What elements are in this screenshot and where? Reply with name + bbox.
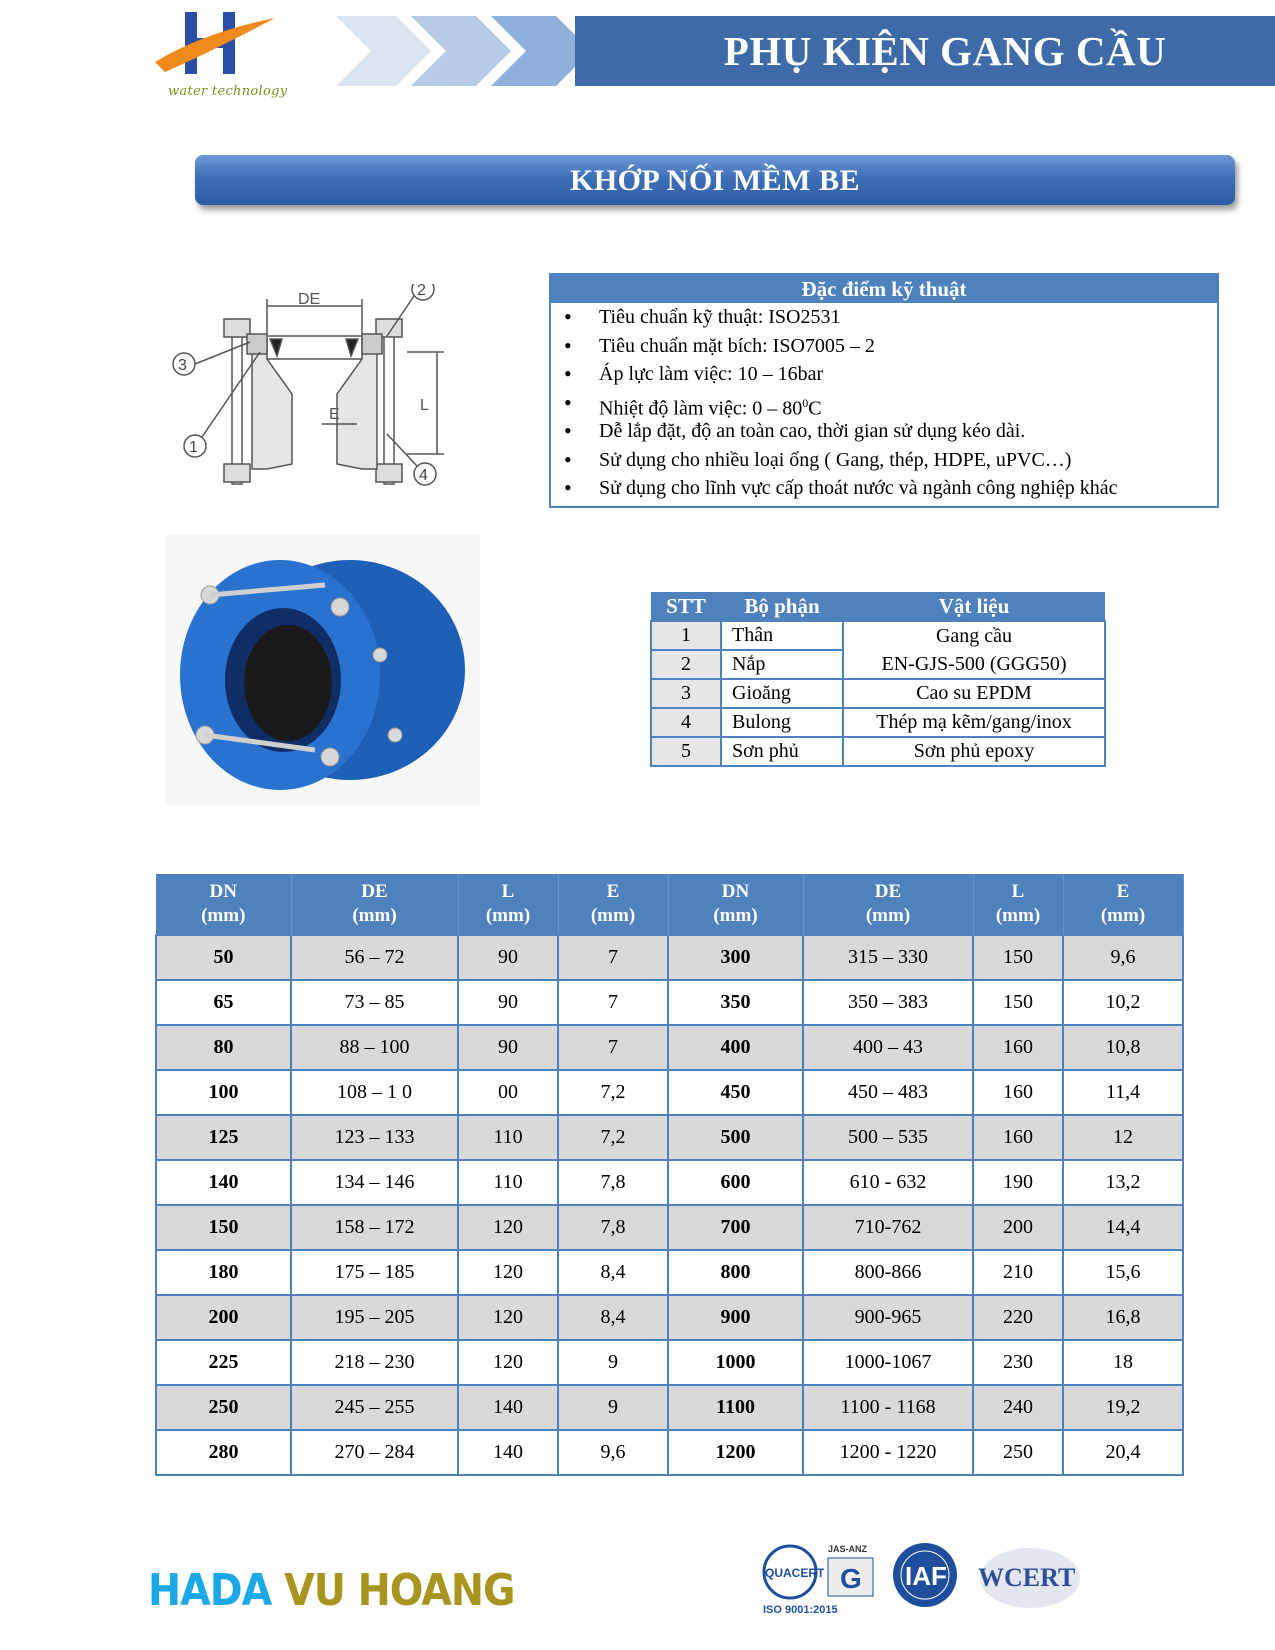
table-cell: 10,8 xyxy=(1063,1025,1183,1070)
table-cell: 250 xyxy=(156,1385,291,1430)
table-cell: 160 xyxy=(973,1070,1063,1115)
table-cell: 11,4 xyxy=(1063,1070,1183,1115)
table-cell: 175 – 185 xyxy=(291,1250,458,1295)
table-cell: 8,4 xyxy=(558,1295,668,1340)
table-cell: 140 xyxy=(458,1430,558,1475)
callout-4: 4 xyxy=(419,467,428,484)
specs-heading: Đặc điểm kỹ thuật xyxy=(551,275,1217,303)
table-cell: 7 xyxy=(558,1025,668,1070)
table-cell: 00 xyxy=(458,1070,558,1115)
title-band xyxy=(575,16,1275,86)
table-cell: 900-965 xyxy=(803,1295,973,1340)
table-cell: 1100 - 1168 xyxy=(803,1385,973,1430)
col-header-part: Bộ phận xyxy=(721,592,843,621)
table-cell: 9 xyxy=(558,1385,668,1430)
table-cell: 250 xyxy=(973,1430,1063,1475)
table-cell: 900 xyxy=(668,1295,803,1340)
table-row: 1 Thân Gang cầu xyxy=(651,621,1105,650)
product-title: KHỚP NỐI MỀM BE xyxy=(569,164,860,197)
page-title: PHỤ KIỆN GANG CẦU xyxy=(723,28,1167,74)
table-cell: 12 xyxy=(1063,1115,1183,1160)
spec-item: • Sử dụng cho lĩnh vực cấp thoát nước và ngành công nghiệp khác xyxy=(551,474,1217,503)
table-cell: 13,2 xyxy=(1063,1160,1183,1205)
table-cell: 280 xyxy=(156,1430,291,1475)
table-cell: 120 xyxy=(458,1295,558,1340)
table-cell: 90 xyxy=(458,1025,558,1070)
table-cell: 9,6 xyxy=(558,1430,668,1475)
brand-part-1: HADA xyxy=(148,1565,272,1616)
temp-superscript: 0 xyxy=(802,395,809,410)
svg-text:JAS-ANZ: JAS-ANZ xyxy=(828,1544,868,1554)
table-row xyxy=(156,1340,1183,1385)
table-cell: 73 – 85 xyxy=(291,980,458,1025)
table-cell: 100 xyxy=(156,1070,291,1115)
table-cell: 1000 xyxy=(668,1340,803,1385)
col-header-l-left: L (mm) xyxy=(458,874,558,935)
spec-item: • Nhiệt độ làm việc: $0 - 80^0C$ xyxy=(551,389,1217,418)
table-cell: 1000-1067 xyxy=(803,1340,973,1385)
table-cell: 15,6 xyxy=(1063,1250,1183,1295)
table-row xyxy=(156,1205,1183,1250)
quacert-logo xyxy=(763,1546,838,1616)
table-cell: 150 xyxy=(973,935,1063,980)
table-cell: 500 xyxy=(668,1115,803,1160)
specs-box xyxy=(549,273,1219,508)
table-cell: 80 xyxy=(156,1025,291,1070)
table-row: 5 Sơn phủ Sơn phủ epoxy xyxy=(651,737,1105,766)
materials-table xyxy=(650,592,1106,767)
spec-item: • Dễ lắp đặt, độ an toàn cao, thời gian sử dụng kéo dài. xyxy=(551,417,1217,446)
table-cell: 7,8 xyxy=(558,1205,668,1250)
table-cell: 1200 - 1220 xyxy=(803,1430,973,1475)
table-cell: 7,2 xyxy=(558,1115,668,1160)
table-cell: 120 xyxy=(458,1205,558,1250)
logo-tagline: water technology xyxy=(168,84,288,99)
table-cell: 150 xyxy=(973,980,1063,1025)
table-cell: 220 xyxy=(973,1295,1063,1340)
col-header-dn-right: DN (mm) xyxy=(668,874,803,935)
table-cell: 140 xyxy=(156,1160,291,1205)
table-row xyxy=(156,1115,1183,1160)
svg-text:WCERT: WCERT xyxy=(978,1563,1076,1592)
table-row xyxy=(156,1430,1183,1475)
table-cell: 160 xyxy=(973,1025,1063,1070)
table-cell: 16,8 xyxy=(1063,1295,1183,1340)
dimensions-table xyxy=(155,874,1184,1476)
table-cell: 1100 xyxy=(668,1385,803,1430)
table-cell: 125 xyxy=(156,1115,291,1160)
table-cell: 7 xyxy=(558,980,668,1025)
svg-text:ISO 9001:2015: ISO 9001:2015 xyxy=(763,1604,838,1616)
iaf-logo xyxy=(893,1543,957,1607)
brand-part-2: VU HOANG xyxy=(284,1565,515,1616)
col-header-dn-left: DN (mm) xyxy=(156,874,291,935)
callout-1: 1 xyxy=(189,439,198,456)
table-cell: 120 xyxy=(458,1340,558,1385)
e-label: E xyxy=(329,406,340,423)
table-cell: 400 – 43 xyxy=(803,1025,973,1070)
header-chevrons xyxy=(336,16,606,86)
product-photo xyxy=(165,535,480,805)
table-cell: 450 – 483 xyxy=(803,1070,973,1115)
table-cell: 134 – 146 xyxy=(291,1160,458,1205)
table-row xyxy=(156,1025,1183,1070)
spec-item: • Tiêu chuẩn mặt bích: ISO7005 – 2 xyxy=(551,332,1217,361)
table-cell: 19,2 xyxy=(1063,1385,1183,1430)
table-cell: 56 – 72 xyxy=(291,935,458,980)
table-row: 4 Bulong Thép mạ kẽm/gang/inox xyxy=(651,708,1105,737)
table-cell: 65 xyxy=(156,980,291,1025)
table-cell: 225 xyxy=(156,1340,291,1385)
table-cell: 190 xyxy=(973,1160,1063,1205)
table-cell: 160 xyxy=(973,1115,1063,1160)
table-cell: 400 xyxy=(668,1025,803,1070)
table-cell: 110 xyxy=(458,1160,558,1205)
table-cell: 350 xyxy=(668,980,803,1025)
table-cell: 90 xyxy=(458,935,558,980)
table-cell: 300 xyxy=(668,935,803,980)
table-cell: 218 – 230 xyxy=(291,1340,458,1385)
table-cell: 150 xyxy=(156,1205,291,1250)
spec-item: • Áp lực làm việc: 10 – 16bar xyxy=(551,360,1217,389)
table-cell: 7 xyxy=(558,935,668,980)
table-cell: 1200 xyxy=(668,1430,803,1475)
table-row xyxy=(156,1250,1183,1295)
table-cell: 7,2 xyxy=(558,1070,668,1115)
table-row xyxy=(156,1070,1183,1115)
table-cell: 158 – 172 xyxy=(291,1205,458,1250)
table-cell: 200 xyxy=(156,1295,291,1340)
de-label: DE xyxy=(298,291,321,308)
wcert-logo xyxy=(978,1548,1080,1608)
table-cell: 8,4 xyxy=(558,1250,668,1295)
table-row xyxy=(156,1295,1183,1340)
spec-item: • Tiêu chuẩn kỹ thuật: ISO2531 xyxy=(551,303,1217,332)
dimensions-header-row xyxy=(156,874,1183,935)
col-header-e-left: E (mm) xyxy=(558,874,668,935)
col-header-de-left: DE (mm) xyxy=(291,874,458,935)
table-cell: 270 – 284 xyxy=(291,1430,458,1475)
table-cell: 710-762 xyxy=(803,1205,973,1250)
certification-logos xyxy=(760,1540,1100,1620)
table-row xyxy=(156,1160,1183,1205)
table-cell: 9 xyxy=(558,1340,668,1385)
table-cell: 240 xyxy=(973,1385,1063,1430)
table-cell: 14,4 xyxy=(1063,1205,1183,1250)
table-cell: 800 xyxy=(668,1250,803,1295)
table-cell: 110 xyxy=(458,1115,558,1160)
col-header-material: Vật liệu xyxy=(843,592,1105,621)
table-cell: 350 – 383 xyxy=(803,980,973,1025)
svg-text:QUACERT: QUACERT xyxy=(765,1566,825,1580)
l-label: L xyxy=(420,397,429,414)
table-cell: 600 xyxy=(668,1160,803,1205)
table-cell: 610 - 632 xyxy=(803,1160,973,1205)
brand-name xyxy=(148,1565,514,1616)
callout-3: 3 xyxy=(178,357,187,374)
table-cell: 50 xyxy=(156,935,291,980)
col-header-de-right: DE (mm) xyxy=(803,874,973,935)
table-cell: 800-866 xyxy=(803,1250,973,1295)
table-cell: 210 xyxy=(973,1250,1063,1295)
table-cell: 230 xyxy=(973,1340,1063,1385)
table-cell: 20,4 xyxy=(1063,1430,1183,1475)
callout-2: 2 xyxy=(417,284,426,299)
table-cell: 140 xyxy=(458,1385,558,1430)
specs-list xyxy=(551,303,1217,503)
table-cell: 200 xyxy=(973,1205,1063,1250)
col-header-e-right: E (mm) xyxy=(1063,874,1183,935)
table-row: 2 Nắp EN-GJS-500 (GGG50) xyxy=(651,650,1105,679)
table-row xyxy=(156,980,1183,1025)
col-header-l-right: L (mm) xyxy=(973,874,1063,935)
table-cell: 18 xyxy=(1063,1340,1183,1385)
product-banner xyxy=(195,155,1235,205)
table-cell: 315 – 330 xyxy=(803,935,973,980)
table-cell: 700 xyxy=(668,1205,803,1250)
table-cell: 245 – 255 xyxy=(291,1385,458,1430)
spec-item: • Sử dụng cho nhiều loại ống ( Gang, thép, HDPE, uPVC…) xyxy=(551,446,1217,475)
jas-anz-logo xyxy=(828,1544,873,1596)
coupling-diagram xyxy=(172,284,472,514)
table-cell: 120 xyxy=(458,1250,558,1295)
table-cell: 10,2 xyxy=(1063,980,1183,1025)
table-row xyxy=(156,935,1183,980)
table-cell: 500 – 535 xyxy=(803,1115,973,1160)
table-cell: 7,8 xyxy=(558,1160,668,1205)
svg-text:IAF: IAF xyxy=(905,1561,947,1591)
table-cell: 88 – 100 xyxy=(291,1025,458,1070)
table-cell: 123 – 133 xyxy=(291,1115,458,1160)
table-row: 3 Gioăng Cao su EPDM xyxy=(651,679,1105,708)
table-cell: 90 xyxy=(458,980,558,1025)
table-cell: 180 xyxy=(156,1250,291,1295)
table-row xyxy=(156,1385,1183,1430)
table-cell: 450 xyxy=(668,1070,803,1115)
table-cell: 195 – 205 xyxy=(291,1295,458,1340)
table-cell: 108 – 1 0 xyxy=(291,1070,458,1115)
col-header-stt: STT xyxy=(651,592,721,621)
table-cell: 9,6 xyxy=(1063,935,1183,980)
svg-text:G: G xyxy=(840,1563,862,1594)
